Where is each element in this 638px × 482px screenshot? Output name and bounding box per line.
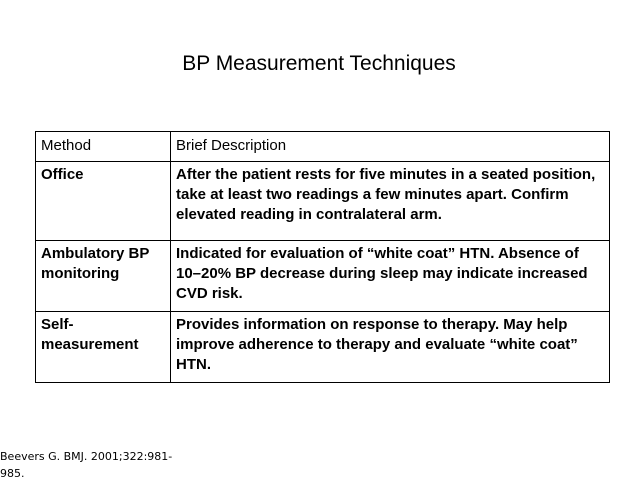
method-cell: Ambulatory BP monitoring <box>36 241 171 312</box>
table-row <box>36 241 610 312</box>
description-cell <box>171 312 610 383</box>
slide-title: BP Measurement Techniques <box>182 52 456 75</box>
table-row <box>36 162 610 241</box>
description-text: Indicated for evaluation of “white coat” HTN. Absence of 10–20% BP decrease during sleep may indicate increased CVD risk. <box>176 245 588 302</box>
method-cell: Office <box>36 162 171 241</box>
header-description: Brief Description <box>171 132 610 162</box>
techniques-table <box>35 131 610 383</box>
description-cell <box>171 241 610 312</box>
citation: Beevers G. BMJ. 2001;322:981-985. <box>0 450 173 480</box>
method-cell: Self-measurement <box>36 312 171 383</box>
table-row <box>36 312 610 383</box>
table-header-row <box>36 132 610 162</box>
description-cell <box>171 162 610 241</box>
header-method: Method <box>36 132 171 162</box>
description-text: After the patient rests for five minutes in a seated position, take at least two readings a few minutes apart. Confirm elevated reading in contralateral arm. <box>176 166 596 223</box>
description-text: Provides information on response to therapy. May help improve adherence to therapy and evaluate “white coat” HTN. <box>176 316 578 373</box>
